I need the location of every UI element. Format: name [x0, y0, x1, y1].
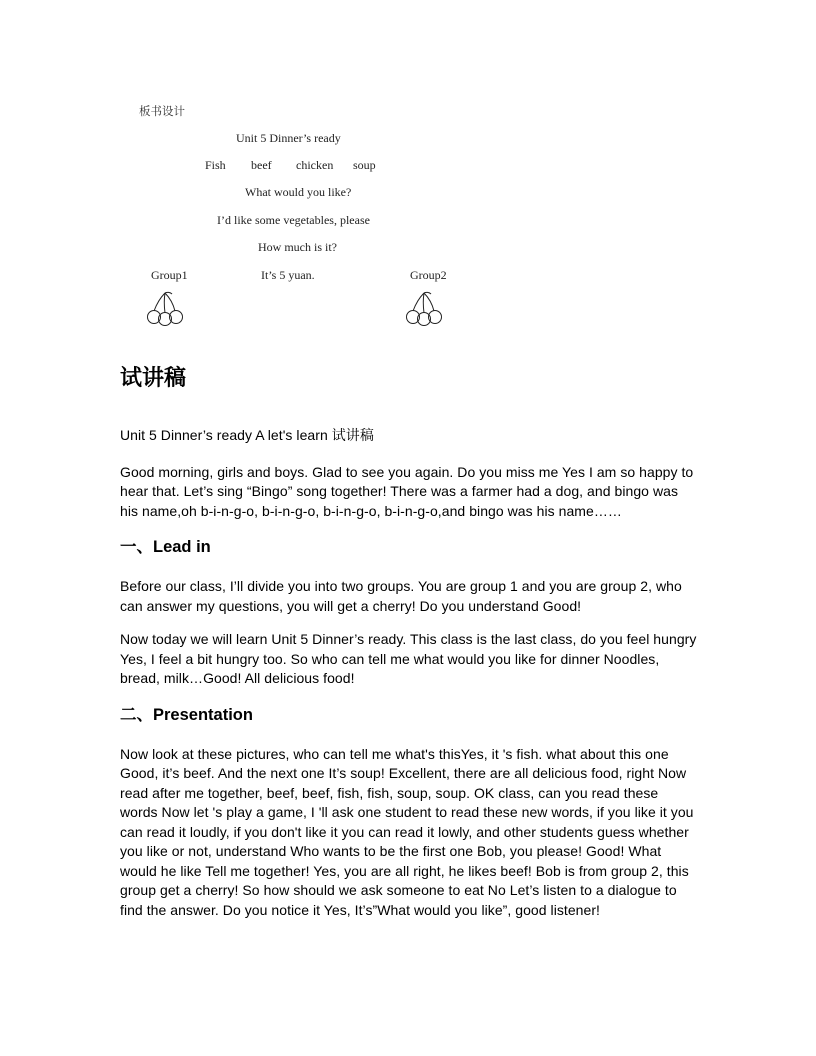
board-unit: Unit 5 Dinner’s ready: [236, 131, 341, 145]
blackboard-design: [120, 95, 480, 335]
board-group-label: Group1: [151, 268, 188, 282]
lead-in-paragraph: Now today we will learn Unit 5 Dinner’s ready. This class is the last class, do you feel hungry Yes, I feel a bit hungry too. So who can tell me what would you like for dinner Noodles, bread, milk…Good! All delicious food!: [120, 631, 697, 686]
document-subtitle: Unit 5 Dinner’s ready A let's learn 试讲稿: [120, 427, 374, 443]
document-title: 试讲稿: [120, 366, 187, 391]
document-body: [120, 360, 698, 934]
lead-in-heading: 一、Lead in: [120, 538, 211, 556]
board-answer: I’d like some vegetables, please: [217, 213, 370, 227]
cherry-icon: [404, 291, 444, 327]
board-title: 板书设计: [139, 104, 185, 118]
board-group-label: Group2: [410, 268, 447, 282]
greeting-paragraph: Good morning, girls and boys. Glad to see you again. Do you miss me Yes I am so happy to hear that. Let’s sing “Bingo” song together! There was a farmer had a dog, and bingo was his name,oh b-i-n-g-o, b-i-n-g-o, b-i-n-g-o, b-i-n-g-o,and bingo was his name……: [120, 463, 694, 519]
board-word: soup: [353, 158, 376, 172]
board-answer: It’s 5 yuan.: [261, 268, 315, 282]
board-word: Fish: [205, 158, 226, 172]
board-word: beef: [251, 158, 272, 172]
board-question: What would you like?: [245, 185, 352, 199]
presentation-heading: 二、Presentation: [120, 705, 253, 724]
cherry-icon: [145, 291, 185, 327]
lead-in-paragraph: Before our class, I’ll divide you into two groups. You are group 1 and you are group 2, who can answer my questions, you will get a cherry! Do you understand Good!: [120, 578, 682, 614]
board-question: How much is it?: [258, 240, 337, 254]
presentation-paragraph: Now look at these pictures, who can tell me what's thisYes, it 's fish. what about this one Good, it’s beef. And the next one It’s soup! Excellent, there are all delicious food, right Now read after me together, beef, beef, fish, fish, soup, soup. OK class, can you read these words Now let 's play a game, I 'll ask one student to read these new words, if you like it you can read it loudly, if you don't like it you can read it lowly, and other students guess whether you like or not, understand Who wants to be the first one Bob, you please! Good! What would he like Tell me together! Yes, you are all right, he likes beef! Bob is from group 2, this group get a cherry! So how should we ask someone to eat No Let’s listen to a dialogue to find the answer. Do you notice it Yes, It’s”What would you like”, good listener!: [120, 745, 694, 918]
board-word: chicken: [296, 158, 334, 172]
